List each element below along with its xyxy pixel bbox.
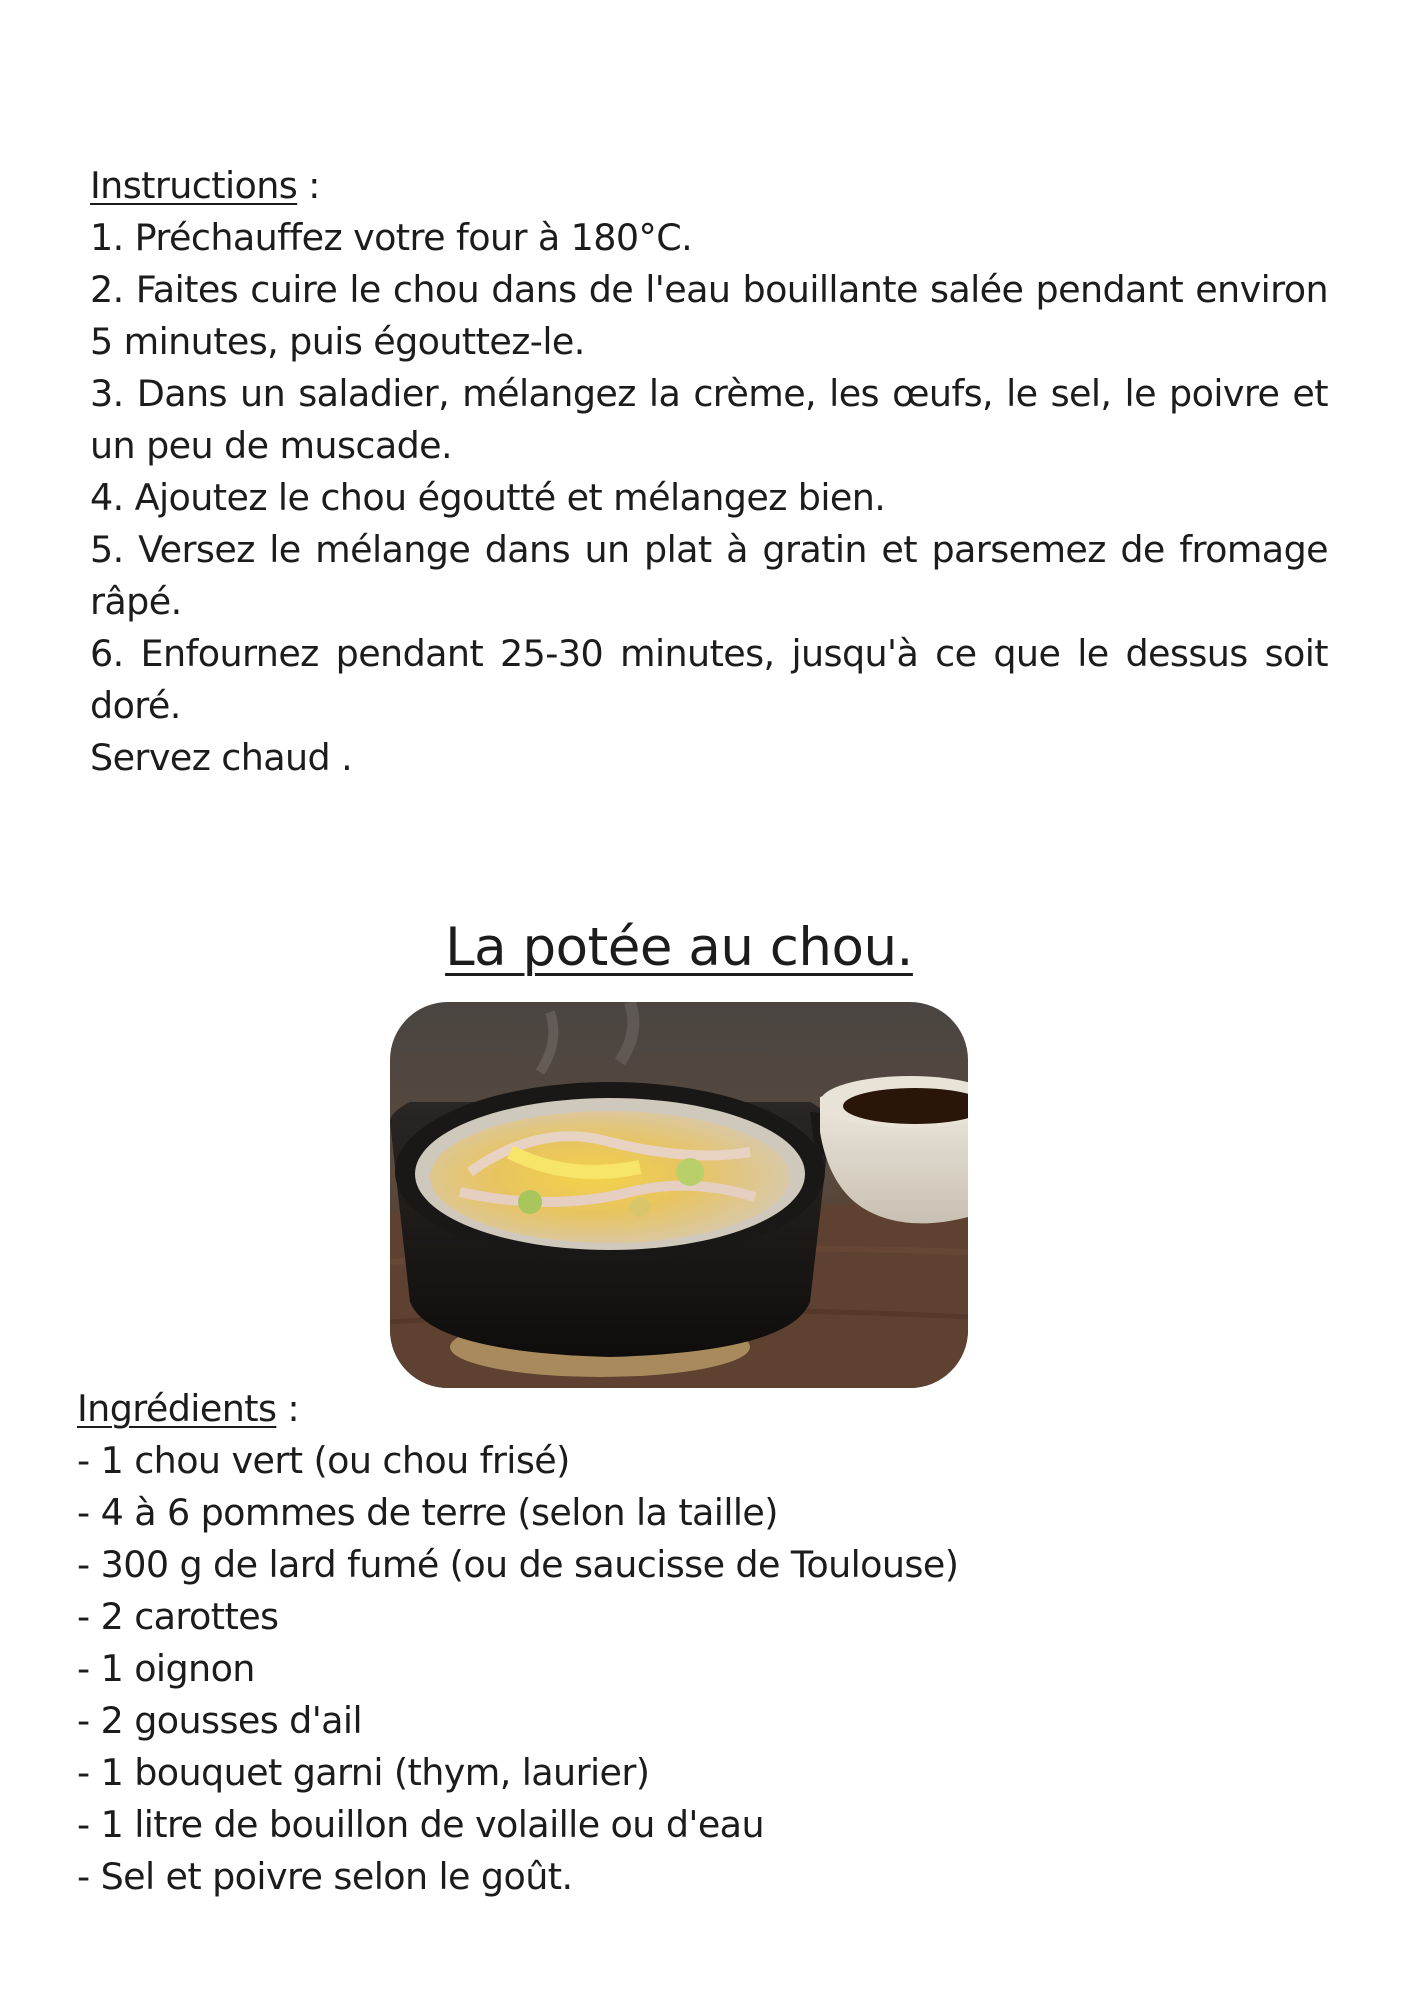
instructions-heading-colon: : [297, 164, 320, 207]
instruction-step-6: 6. Enfournez pendant 25-30 minutes, jusqu'à ce que le dessus soit doré. [90, 632, 1328, 727]
instruction-step-1: 1. Préchauffez votre four à 180°C. [90, 216, 693, 259]
ingredient-item: - 300 g de lard fumé (ou de saucisse de Toulouse) [77, 1543, 959, 1586]
instruction-step-5: 5. Versez le mélange dans un plat à gratin et parsemez de fromage râpé. [90, 528, 1328, 623]
instruction-step-4: 4. Ajoutez le chou égoutté et mélangez bien. [90, 476, 886, 519]
instructions-heading: Instructions [90, 164, 298, 207]
instruction-step-2: 2. Faites cuire le chou dans de l'eau bouillante salée pendant environ 5 minutes, puis égouttez-le. [90, 268, 1328, 363]
instructions-section [90, 160, 1328, 784]
instruction-step-3: 3. Dans un saladier, mélangez la crème, les œufs, le sel, le poivre et un peu de muscade. [90, 372, 1328, 467]
ingredient-item: - Sel et poivre selon le goût. [77, 1855, 573, 1898]
ingredient-item: - 1 oignon [77, 1647, 255, 1690]
ingredient-item: - 2 carottes [77, 1595, 279, 1638]
instructions-heading-line [90, 160, 1328, 212]
ingredients-heading-line [77, 1383, 1277, 1435]
ingredients-heading: Ingrédients [77, 1387, 277, 1430]
ingredient-item: - 1 bouquet garni (thym, laurier) [77, 1751, 650, 1794]
recipe-title-container [0, 908, 1358, 988]
recipe-photo [390, 1002, 968, 1388]
ingredients-section [77, 1383, 1277, 1903]
recipe-title: La potée au chou. [445, 917, 913, 978]
ingredient-item: - 2 gousses d'ail [77, 1699, 362, 1742]
ingredients-heading-colon: : [276, 1387, 300, 1430]
instructions-closing: Servez chaud . [90, 736, 353, 779]
ingredient-item: - 1 litre de bouillon de volaille ou d'eau [77, 1803, 764, 1846]
ingredient-item: - 4 à 6 pommes de terre (selon la taille) [77, 1491, 778, 1534]
ingredient-item: - 1 chou vert (ou chou frisé) [77, 1439, 570, 1482]
